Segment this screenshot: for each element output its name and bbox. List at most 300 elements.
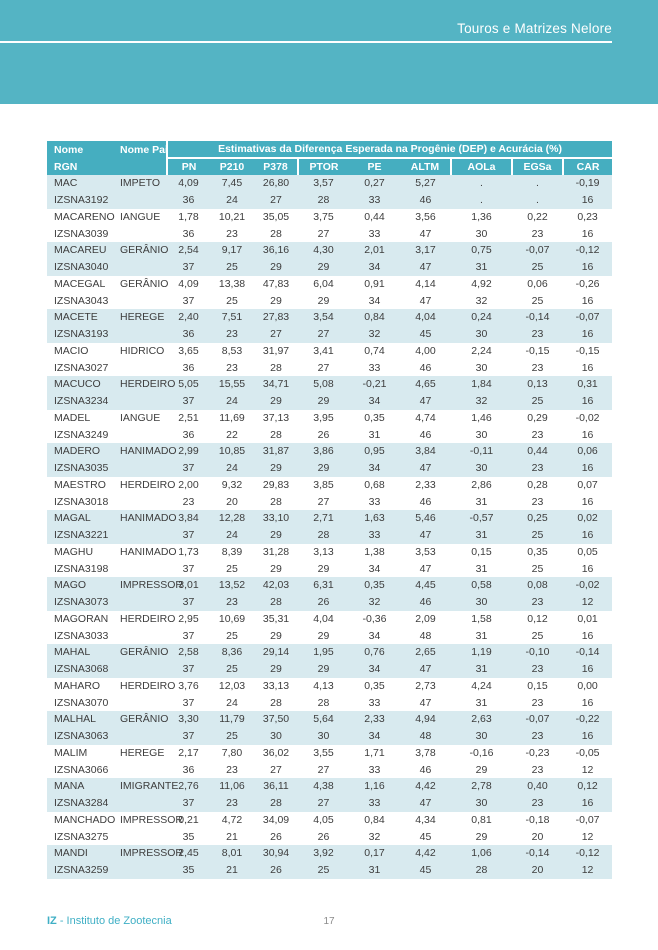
dep-value-cell: -0,26 — [575, 277, 600, 290]
dep-value-cell: 0,28 — [527, 478, 548, 491]
acc-value-cell: 27 — [317, 361, 330, 374]
animal-accuracy-row — [47, 359, 612, 376]
animal-name-cell: MACAREU — [54, 244, 107, 257]
sire-name-cell: IMPRESSOR — [120, 813, 184, 826]
dep-value-cell: 15,55 — [218, 378, 246, 391]
acc-value-cell: 23 — [531, 663, 544, 676]
dep-value-cell: 1,46 — [471, 411, 492, 424]
dep-value-cell: 8,53 — [221, 344, 243, 357]
acc-value-cell: 25 — [226, 663, 238, 676]
dep-value-cell: 5,08 — [313, 378, 334, 391]
acc-value-cell: 31 — [475, 495, 488, 508]
dep-value-cell: 4,04 — [313, 612, 334, 625]
acc-value-cell: 30 — [475, 361, 488, 374]
dep-value-cell: 35,31 — [262, 612, 290, 625]
acc-value-cell: 23 — [531, 428, 544, 441]
dep-value-cell: 36,11 — [263, 780, 289, 793]
animal-name-cell: MACUCO — [54, 378, 101, 391]
acc-value-cell: 16 — [581, 462, 594, 475]
dep-value-cell: 4,14 — [415, 277, 436, 290]
sire-name-cell: IMPRESSOR — [120, 579, 184, 592]
animal-name-cell: MAGO — [54, 579, 87, 592]
dep-value-cell: 2,00 — [178, 478, 199, 491]
dep-value-cell: 42,03 — [262, 579, 290, 592]
acc-value-cell: 29 — [475, 763, 488, 776]
acc-value-cell: 46 — [419, 596, 432, 609]
dep-value-cell: 3,85 — [313, 478, 334, 491]
dep-value-cell: 3,95 — [313, 411, 334, 424]
dep-value-cell: 3,41 — [313, 344, 334, 357]
acc-value-cell: 20 — [226, 495, 238, 508]
acc-value-cell: 30 — [317, 730, 330, 743]
animal-accuracy-row — [47, 560, 612, 577]
rgn-cell: IZSNA3234 — [54, 395, 109, 408]
dep-value-cell: 3,78 — [415, 746, 436, 759]
acc-value-cell: 37 — [182, 797, 195, 810]
acc-value-cell: 31 — [475, 663, 488, 676]
dep-value-cell: . — [480, 177, 483, 190]
dep-value-cell: 3,56 — [415, 210, 436, 223]
animal-dep-row — [47, 778, 612, 795]
sire-name-cell: HANIMADO — [120, 445, 177, 458]
dep-value-cell: 0,24 — [471, 311, 492, 324]
rgn-cell: IZSNA3284 — [54, 797, 109, 810]
dep-value-cell: 2,78 — [471, 780, 492, 793]
dep-value-cell: 2,76 — [178, 780, 199, 793]
animal-accuracy-row — [47, 862, 612, 879]
animal-accuracy-row — [47, 393, 612, 410]
acc-value-cell: 23 — [531, 495, 544, 508]
dep-value-cell: -0,10 — [525, 646, 550, 659]
sire-name-cell: HEREGE — [120, 746, 165, 759]
dep-value-cell: 2,33 — [364, 713, 385, 726]
dep-value-cell: 0,15 — [527, 679, 548, 692]
animal-accuracy-row — [47, 460, 612, 477]
dep-value-cell: 4,38 — [313, 780, 334, 793]
table-header-row-top — [47, 141, 612, 158]
dep-value-cell: -0,14 — [525, 311, 550, 324]
rgn-cell: IZSNA3039 — [54, 227, 109, 240]
acc-value-cell: 23 — [531, 328, 544, 341]
acc-value-cell: 36 — [182, 328, 195, 341]
acc-value-cell: 31 — [368, 428, 381, 441]
acc-value-cell: 36 — [182, 194, 195, 207]
dep-value-cell: 0,06 — [527, 277, 548, 290]
sire-blank-cell — [113, 862, 167, 879]
dep-value-cell: 3,17 — [415, 244, 436, 257]
dep-value-cell: 3,92 — [313, 847, 334, 860]
dep-value-cell: -0,14 — [525, 847, 550, 860]
acc-value-cell: 12 — [581, 763, 594, 776]
acc-value-cell: 37 — [182, 294, 195, 307]
animal-dep-row — [47, 644, 612, 661]
acc-value-cell: 26 — [317, 830, 330, 843]
sire-name-cell: HANIMADO — [120, 512, 177, 525]
dep-value-cell: -0,36 — [362, 612, 387, 625]
acc-value-cell: 45 — [419, 864, 432, 877]
acc-value-cell: 30 — [270, 730, 282, 743]
dep-value-cell: -0,15 — [525, 344, 550, 357]
dep-value-cell: -0,18 — [525, 813, 550, 826]
rgn-cell: IZSNA3221 — [54, 529, 109, 542]
acc-value-cell: 47 — [419, 395, 432, 408]
acc-value-cell: 28 — [270, 797, 282, 810]
dep-value-cell: 3,86 — [313, 445, 334, 458]
dep-value-cell: -0,05 — [575, 746, 600, 759]
animal-name-cell: MANA — [54, 780, 85, 793]
acc-value-cell: 37 — [182, 596, 195, 609]
acc-value-cell: 16 — [581, 294, 594, 307]
acc-value-cell: 24 — [226, 529, 238, 542]
dep-value-cell: 0,74 — [364, 344, 385, 357]
rgn-cell: IZSNA3040 — [54, 261, 109, 274]
dep-value-cell: 6,04 — [313, 277, 334, 290]
dep-value-cell: 3,54 — [313, 311, 334, 324]
dep-value-cell: 1,38 — [364, 545, 385, 558]
rgn-cell: IZSNA3027 — [54, 361, 109, 374]
acc-value-cell: 26 — [270, 830, 282, 843]
animal-name-cell: MALIM — [54, 746, 88, 759]
dep-value-cell: 9,32 — [221, 478, 243, 491]
dep-value-cell: 29,14 — [262, 646, 290, 659]
animal-dep-row — [47, 242, 612, 259]
dep-value-cell: 34,09 — [262, 813, 290, 826]
dep-value-cell: 4,00 — [415, 344, 436, 357]
acc-value-cell: 25 — [226, 294, 238, 307]
dep-value-cell: 0,00 — [577, 679, 598, 692]
animal-dep-row — [47, 812, 612, 829]
dep-value-cell: 0,12 — [527, 612, 548, 625]
dep-value-cell: 36,16 — [262, 244, 290, 257]
dep-value-cell: 3,84 — [415, 445, 436, 458]
animal-accuracy-row — [47, 493, 612, 510]
animal-accuracy-row — [47, 426, 612, 443]
animal-accuracy-row — [47, 326, 612, 343]
dep-value-cell: . — [536, 177, 539, 190]
acc-value-cell: 47 — [419, 663, 432, 676]
acc-value-cell: 21 — [226, 864, 238, 877]
acc-value-cell: 29 — [317, 629, 330, 642]
sire-name-cell: GERÂNIO — [120, 646, 169, 659]
animal-dep-row — [47, 577, 612, 594]
acc-value-cell: 37 — [182, 395, 195, 408]
dep-value-cell: -0,16 — [469, 746, 494, 759]
sire-blank-cell — [113, 828, 167, 845]
sire-name-cell: HERDEIRO — [120, 679, 176, 692]
animal-name-cell: MACETE — [54, 311, 98, 324]
acc-value-cell: 16 — [581, 227, 594, 240]
acc-value-cell: 23 — [531, 462, 544, 475]
dep-value-cell: 6,31 — [313, 579, 334, 592]
acc-value-cell: 28 — [270, 696, 282, 709]
dep-value-cell: 0,07 — [577, 478, 598, 491]
dep-value-cell: -0,07 — [525, 713, 550, 726]
acc-value-cell: 27 — [270, 763, 282, 776]
acc-value-cell: 25 — [531, 562, 544, 575]
dep-table-container — [47, 141, 612, 879]
rgn-cell: IZSNA3249 — [54, 428, 109, 441]
acc-value-cell: 32 — [475, 294, 488, 307]
animal-accuracy-row — [47, 728, 612, 745]
acc-value-cell: 28 — [270, 428, 282, 441]
animal-name-cell: MAGORAN — [54, 612, 109, 625]
dep-value-cell: 0,68 — [364, 478, 385, 491]
acc-value-cell: 23 — [226, 797, 238, 810]
sire-name-cell: IMPRESSOR — [120, 847, 184, 860]
dep-value-cell: 4,30 — [313, 244, 334, 257]
dep-value-cell: 8,39 — [221, 545, 243, 558]
acc-value-cell: 32 — [368, 328, 381, 341]
acc-value-cell: 28 — [475, 864, 488, 877]
dep-value-cell: 2,17 — [178, 746, 199, 759]
dep-value-cell: -0,07 — [525, 244, 550, 257]
dep-value-cell: 4,13 — [313, 679, 334, 692]
dep-value-cell: 0,23 — [577, 210, 598, 223]
col-header-car: CAR — [563, 158, 612, 175]
acc-value-cell: 34 — [368, 730, 381, 743]
acc-value-cell: 23 — [182, 495, 195, 508]
dep-value-cell: 11,69 — [219, 411, 245, 424]
acc-value-cell: 24 — [226, 462, 238, 475]
acc-value-cell: 30 — [475, 428, 488, 441]
animal-accuracy-row — [47, 192, 612, 209]
dep-value-cell: 4,94 — [415, 713, 436, 726]
dep-value-cell: 0,15 — [471, 545, 492, 558]
animal-name-cell: MANCHADO — [54, 813, 116, 826]
acc-value-cell: 29 — [317, 395, 330, 408]
acc-value-cell: 24 — [226, 194, 238, 207]
acc-value-cell: 35 — [182, 830, 195, 843]
dep-value-cell: 0,29 — [527, 411, 548, 424]
dep-value-cell: 3,01 — [178, 579, 199, 592]
acc-value-cell: 29 — [317, 294, 330, 307]
acc-value-cell: 25 — [226, 730, 238, 743]
dep-value-cell: 4,72 — [221, 813, 243, 826]
sire-name-cell: HIDRICO — [120, 344, 165, 357]
dep-value-cell: 5,05 — [178, 378, 199, 391]
dep-value-cell: 3,13 — [313, 545, 334, 558]
dep-value-cell: 0,12 — [577, 780, 598, 793]
dep-value-cell: 0,05 — [577, 545, 598, 558]
dep-value-cell: 12,28 — [218, 512, 246, 525]
dep-value-cell: -0,15 — [575, 344, 600, 357]
acc-value-cell: 25 — [531, 395, 544, 408]
dep-value-cell: 1,78 — [178, 210, 199, 223]
acc-value-cell: 33 — [368, 495, 381, 508]
animal-dep-row — [47, 276, 612, 293]
dep-value-cell: 1,36 — [471, 210, 492, 223]
acc-value-cell: 27 — [317, 797, 330, 810]
acc-value-cell: 33 — [368, 529, 381, 542]
dep-value-cell: 5,64 — [313, 713, 334, 726]
animal-name-cell: MANDI — [54, 847, 88, 860]
sire-blank-cell — [113, 761, 167, 778]
dep-value-cell: 2,45 — [178, 847, 199, 860]
page-number: 17 — [323, 916, 335, 927]
acc-value-cell: 16 — [581, 361, 594, 374]
dep-value-cell: 4,42 — [415, 780, 436, 793]
dep-value-cell: 1,95 — [313, 646, 334, 659]
animal-dep-row — [47, 510, 612, 527]
acc-value-cell: 30 — [475, 462, 488, 475]
dep-value-cell: -0,19 — [575, 177, 600, 190]
col-header-aola: AOLa — [451, 158, 512, 175]
sire-blank-cell — [113, 594, 167, 611]
sire-blank-cell — [113, 192, 167, 209]
rgn-cell: IZSNA3063 — [54, 730, 109, 743]
dep-value-cell: -0,57 — [469, 512, 494, 525]
acc-value-cell: 32 — [475, 395, 488, 408]
animal-accuracy-row — [47, 527, 612, 544]
acc-value-cell: 46 — [419, 763, 432, 776]
rgn-cell: IZSNA3043 — [54, 294, 109, 307]
acc-value-cell: 23 — [531, 596, 544, 609]
animal-name-cell: MADEL — [54, 411, 91, 424]
acc-value-cell: 30 — [475, 730, 488, 743]
acc-value-cell: 29 — [270, 562, 282, 575]
rgn-cell: IZSNA3192 — [54, 194, 109, 207]
acc-value-cell: 25 — [317, 864, 330, 877]
animal-name-cell: MAGAL — [54, 512, 91, 525]
acc-value-cell: 36 — [182, 361, 195, 374]
acc-value-cell: 22 — [226, 428, 238, 441]
animal-accuracy-row — [47, 661, 612, 678]
dep-value-cell: 3,84 — [178, 512, 199, 525]
acc-value-cell: 45 — [419, 830, 432, 843]
acc-value-cell: 23 — [226, 361, 238, 374]
acc-value-cell: 26 — [270, 864, 282, 877]
dep-value-cell: 0,91 — [364, 277, 385, 290]
dep-value-cell: 1,73 — [178, 545, 199, 558]
acc-value-cell: 26 — [317, 596, 330, 609]
animal-dep-row — [47, 845, 612, 862]
acc-value-cell: 34 — [368, 663, 381, 676]
acc-value-cell: 33 — [368, 227, 381, 240]
dep-value-cell: 4,92 — [471, 277, 492, 290]
acc-value-cell: 28 — [270, 227, 282, 240]
animal-name-cell: MACIO — [54, 344, 89, 357]
acc-value-cell: 34 — [368, 294, 381, 307]
sire-blank-cell — [113, 225, 167, 242]
acc-value-cell: 29 — [317, 261, 330, 274]
dep-value-cell: 7,45 — [221, 177, 243, 190]
dep-value-cell: 0,44 — [364, 210, 385, 223]
footer-brand: IZ — [47, 915, 57, 927]
dep-value-cell: 1,84 — [471, 378, 492, 391]
dep-value-cell: 2,73 — [415, 679, 436, 692]
rgn-cell: IZSNA3035 — [54, 462, 109, 475]
col-header-ptor: PTOR — [298, 158, 349, 175]
acc-value-cell: 46 — [419, 194, 432, 207]
animal-dep-row — [47, 745, 612, 762]
sire-blank-cell — [113, 694, 167, 711]
dep-value-cell: 2,86 — [471, 478, 492, 491]
rgn-cell: IZSNA3073 — [54, 596, 109, 609]
dep-value-cell: -0,22 — [575, 713, 600, 726]
acc-value-cell: 30 — [475, 596, 488, 609]
acc-value-cell: 33 — [368, 763, 381, 776]
acc-value-cell: 45 — [419, 328, 432, 341]
acc-value-cell: 47 — [419, 696, 432, 709]
dep-value-cell: 26,80 — [262, 177, 290, 190]
acc-value-cell: 16 — [581, 261, 594, 274]
sire-name-cell: GERÂNIO — [120, 244, 169, 257]
acc-value-cell: 31 — [475, 529, 488, 542]
rgn-cell: IZSNA3198 — [54, 562, 109, 575]
dep-value-cell: 0,35 — [364, 579, 385, 592]
acc-value-cell: 23 — [226, 763, 238, 776]
dep-value-cell: 4,24 — [471, 679, 492, 692]
rgn-cell: IZSNA3259 — [54, 864, 109, 877]
acc-value-cell: 20 — [531, 830, 544, 843]
dep-value-cell: 7,80 — [221, 746, 243, 759]
acc-value-cell: 24 — [226, 696, 238, 709]
dep-value-cell: 3,57 — [313, 177, 334, 190]
rgn-cell: IZSNA3033 — [54, 629, 109, 642]
col-header-nome: Nome — [47, 141, 113, 158]
acc-value-cell: 30 — [475, 227, 488, 240]
animal-dep-row — [47, 678, 612, 695]
col-header-rgn: RGN — [47, 158, 113, 175]
rgn-cell: IZSNA3066 — [54, 763, 109, 776]
acc-value-cell: 29 — [317, 562, 330, 575]
animal-accuracy-row — [47, 694, 612, 711]
acc-value-cell: 37 — [182, 696, 195, 709]
dep-value-cell: 0,95 — [364, 445, 385, 458]
dep-value-cell: 0,76 — [364, 646, 385, 659]
dep-value-cell: 4,42 — [415, 847, 436, 860]
sire-blank-cell — [113, 795, 167, 812]
dep-value-cell: 2,71 — [313, 512, 334, 525]
dep-value-cell: 0,25 — [527, 512, 548, 525]
dep-value-cell: 2,01 — [364, 244, 385, 257]
sire-name-cell: GERÂNIO — [120, 277, 169, 290]
dep-value-cell: 2,51 — [178, 411, 199, 424]
animal-name-cell: MACEGAL — [54, 277, 106, 290]
sire-blank-cell — [113, 493, 167, 510]
dep-value-cell: 1,16 — [364, 780, 385, 793]
dep-value-cell: 31,87 — [262, 445, 290, 458]
acc-value-cell: 27 — [270, 328, 282, 341]
sire-blank-cell — [113, 359, 167, 376]
dep-value-cell: 4,05 — [313, 813, 334, 826]
acc-value-cell: 27 — [317, 495, 330, 508]
col-header-blank — [113, 158, 167, 175]
sire-name-cell: IMPETO — [120, 177, 161, 190]
dep-value-cell: 0,17 — [364, 847, 385, 860]
acc-value-cell: 27 — [317, 763, 330, 776]
dep-value-cell: 33,10 — [262, 512, 290, 525]
dep-value-cell: 0,35 — [527, 545, 548, 558]
acc-value-cell: 27 — [317, 227, 330, 240]
animal-name-cell: MAHAL — [54, 646, 91, 659]
dep-value-cell: -0,23 — [525, 746, 550, 759]
animal-accuracy-row — [47, 761, 612, 778]
animal-dep-row — [47, 711, 612, 728]
dep-value-cell: 0,13 — [527, 378, 548, 391]
acc-value-cell: 25 — [531, 294, 544, 307]
dep-value-cell: 34,71 — [262, 378, 290, 391]
dep-value-cell: 2,24 — [471, 344, 492, 357]
dep-value-cell: -0,07 — [575, 813, 600, 826]
dep-value-cell: 29,83 — [262, 478, 290, 491]
animal-accuracy-row — [47, 259, 612, 276]
col-header-p210: P210 — [210, 158, 254, 175]
dep-value-cell: 31,28 — [262, 545, 290, 558]
animal-accuracy-row — [47, 292, 612, 309]
animal-name-cell: MAHARO — [54, 679, 101, 692]
sire-name-cell: IANGUE — [120, 210, 161, 223]
